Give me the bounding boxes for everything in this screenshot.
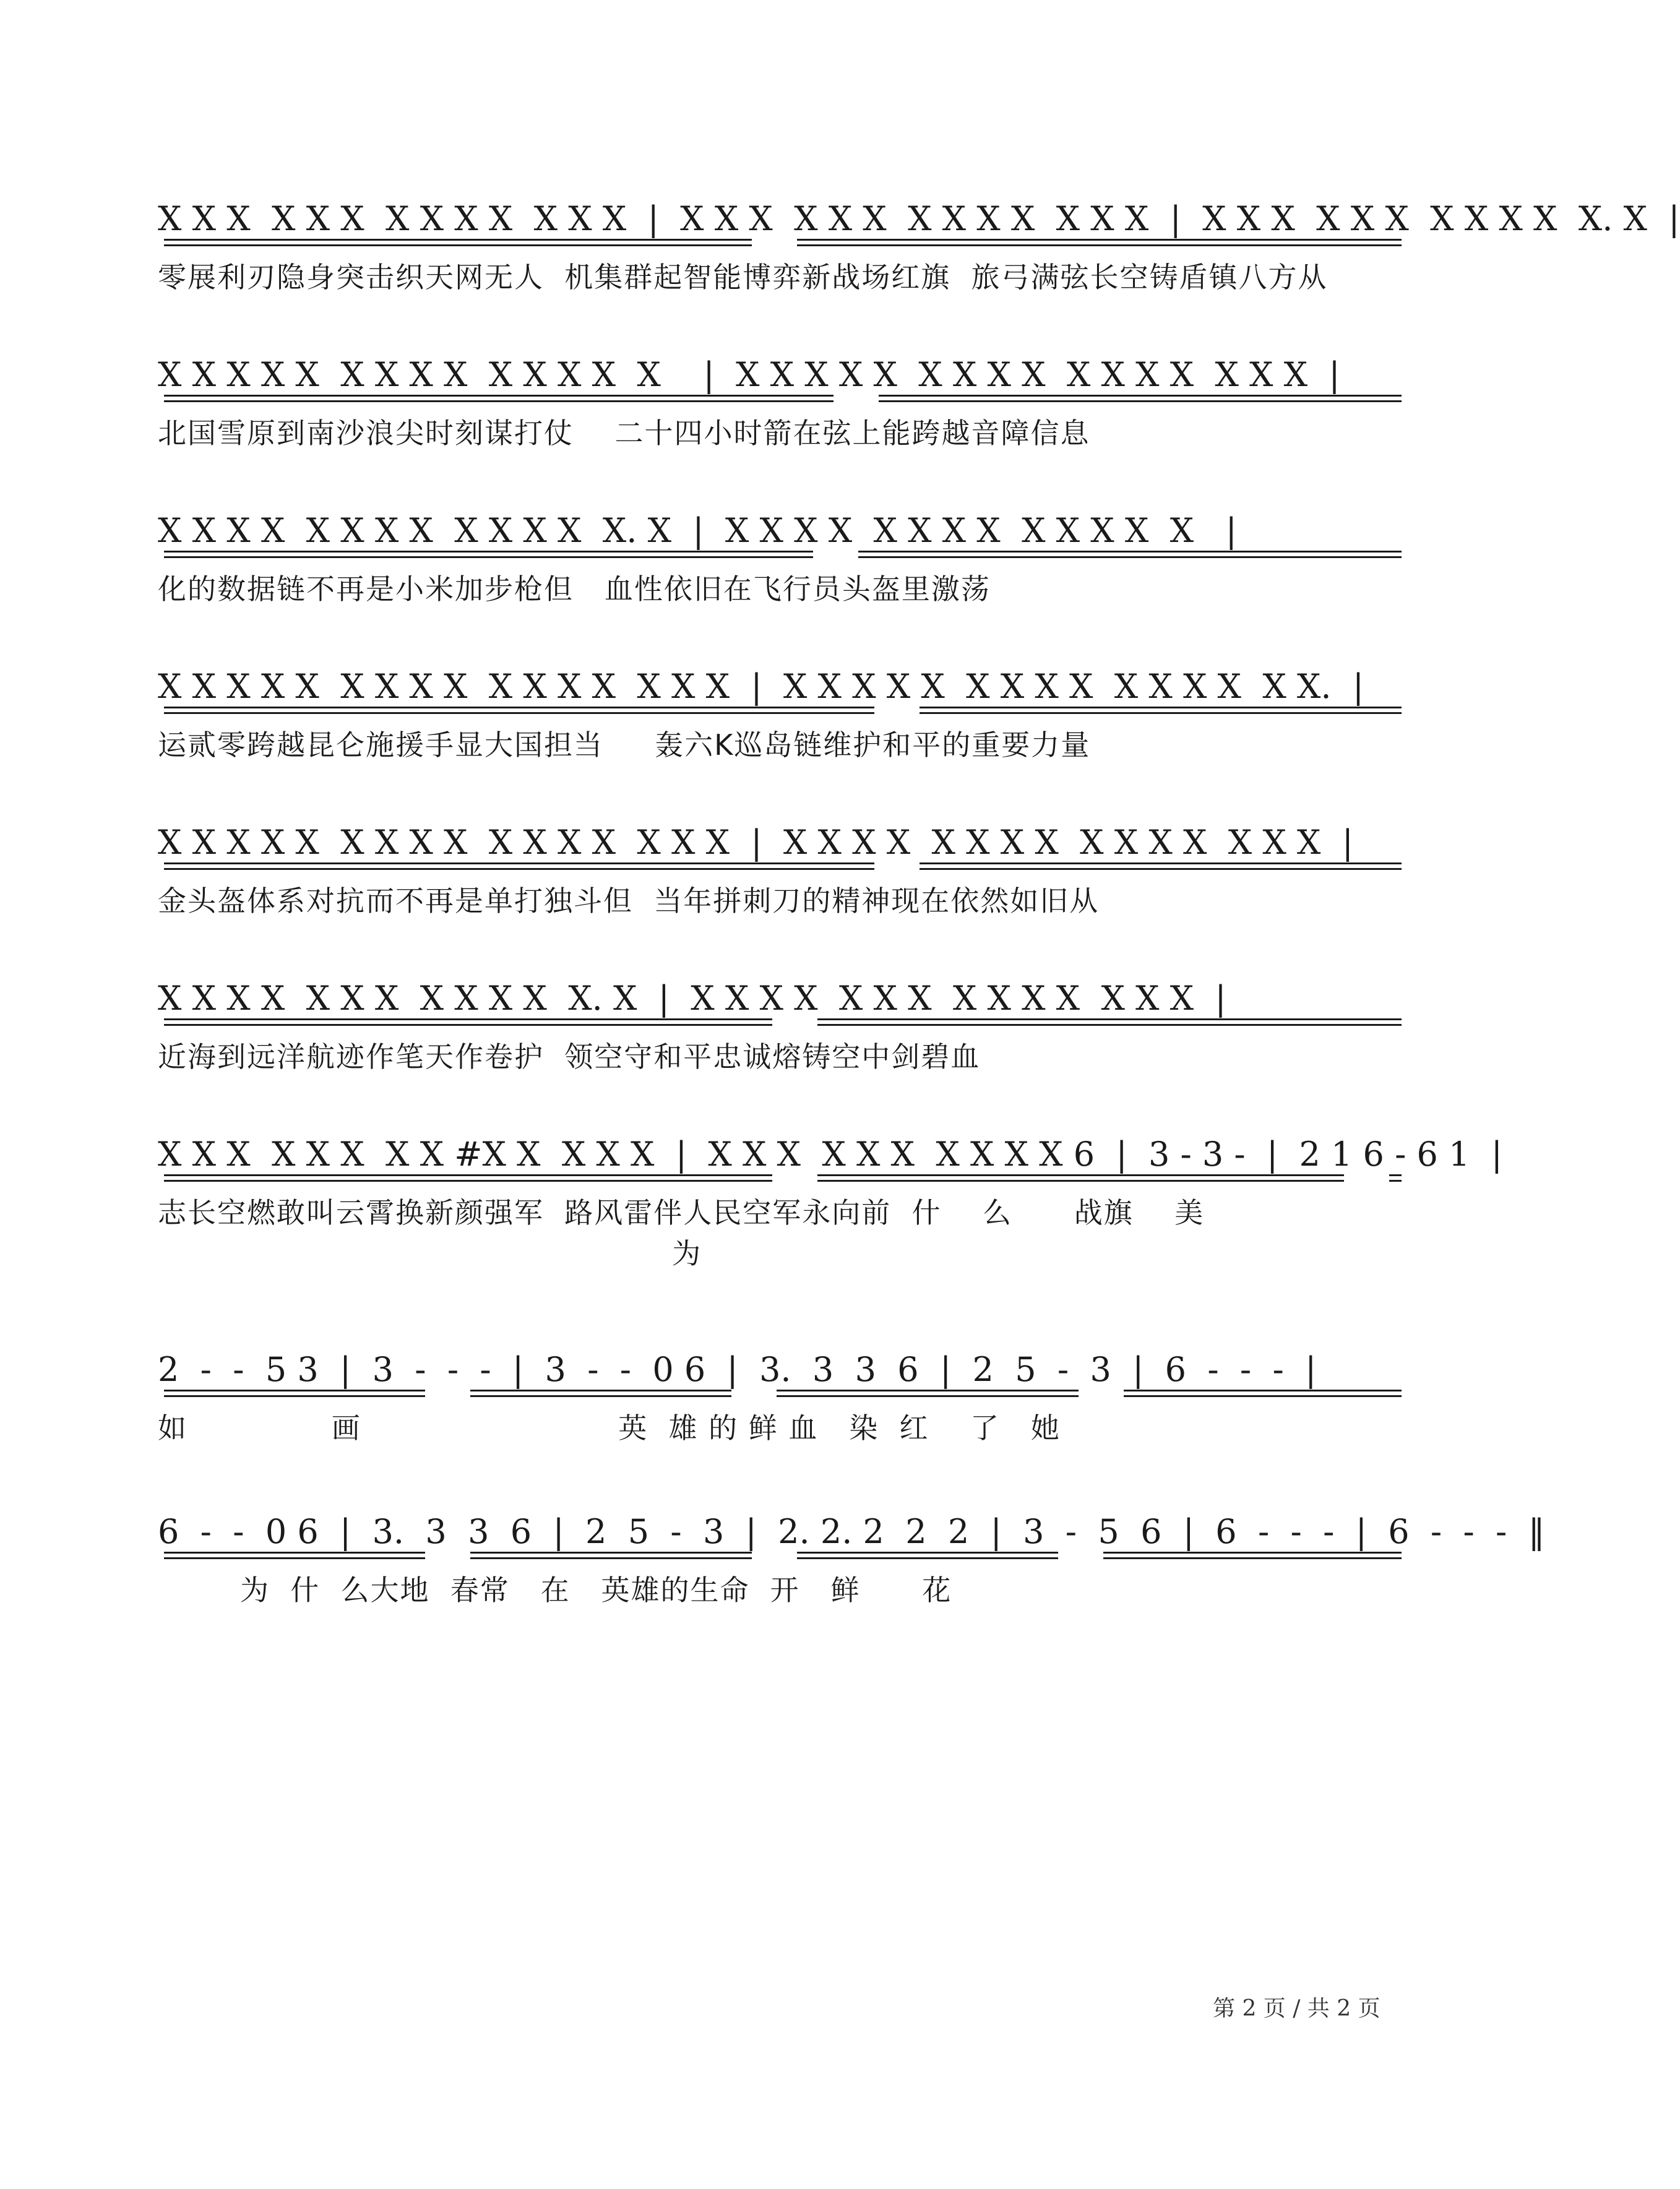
rhythm-beam: [797, 1552, 1058, 1554]
lyric-line: 金头盔体系对抗而不再是单打独斗但 当年拼刺刀的精神现在依然如旧从: [158, 884, 1100, 918]
rhythm-beam: [797, 239, 1402, 241]
rhythm-beam: [1389, 1180, 1402, 1182]
rhythm-beam: [920, 712, 1402, 714]
rhythm-beam: [164, 556, 813, 558]
rhythm-beam: [817, 1018, 1402, 1020]
lyric-line: 如 画 英 雄 的 鲜 血 染 红 了 她: [158, 1411, 1061, 1445]
rhythm-beam: [164, 1552, 425, 1554]
rhythm-beam: [920, 868, 1402, 870]
rhythm-beam: [470, 1390, 731, 1391]
rhythm-beam: [164, 862, 874, 864]
rhythm-beam: [470, 1395, 731, 1397]
rhythm-beam: [164, 712, 874, 714]
lyric-line: 近海到远洋航迹作笔天作卷护 领空守和平忠诚熔铸空中剑碧血: [158, 1040, 981, 1073]
page-number: 第 2 页 / 共 2 页: [1213, 1996, 1381, 2021]
rhythm-beam: [858, 551, 1402, 553]
notation-row: X X X X X X X X X X X X X. X | X X X X X X X X X X X X X |: [158, 511, 1237, 550]
rhythm-beam: [164, 1018, 772, 1020]
rhythm-beam: [1124, 1395, 1402, 1397]
rhythm-beam: [164, 400, 834, 402]
notation-row: X X X X X X X X X X X X X X X X | X X X X X X X X X X X X X X X. |: [158, 667, 1364, 706]
rhythm-beam: [817, 1024, 1402, 1026]
rhythm-beam: [470, 1557, 752, 1559]
rhythm-beam: [777, 1390, 1079, 1391]
rhythm-beam: [164, 1024, 772, 1026]
lyric-line: 化的数据链不再是小米加步枪但 血性依旧在飞行员头盔里激荡: [158, 572, 991, 606]
rhythm-beam: [164, 551, 813, 553]
lyric-line: 为 什 么大地 春常 在 英雄的生命 开 鲜 花: [158, 1573, 952, 1607]
rhythm-beam: [164, 868, 874, 870]
rhythm-beam: [164, 239, 752, 241]
rhythm-beam: [817, 1180, 1344, 1182]
rhythm-beam: [164, 1174, 772, 1176]
lyric-line: 志长空燃敢叫云霄换新颜强军 路风雷伴人民空军永向前 什 么 战旗 美: [158, 1196, 1205, 1229]
lyric-line: 运贰零跨越昆仑施援手显大国担当 轰六K巡岛链维护和平的重要力量: [158, 728, 1091, 762]
rhythm-beam: [164, 1390, 425, 1391]
rhythm-beam: [879, 400, 1402, 402]
lyric-line: 为: [158, 1237, 702, 1270]
rhythm-beam: [1103, 1552, 1402, 1554]
rhythm-beam: [164, 1557, 425, 1559]
rhythm-beam: [1389, 1174, 1402, 1176]
rhythm-beam: [797, 244, 1402, 246]
rhythm-beam: [164, 244, 752, 246]
notation-row: 6 - - 0 6 | 3. 3 3 6 | 2 5 - 3 | 2. 2. 2 2 2 | 3 - 5 6 | 6 - - - | 6 - - - ‖: [158, 1512, 1545, 1551]
rhythm-beam: [164, 1180, 772, 1182]
rhythm-beam: [164, 707, 874, 708]
rhythm-beam: [858, 556, 1402, 558]
rhythm-beam: [164, 1395, 425, 1397]
lyric-line: 零展利刃隐身突击织天网无人 机集群起智能博弈新战场红旗 旅弓满弦长空铸盾镇八方从: [158, 260, 1328, 294]
rhythm-beam: [920, 707, 1402, 708]
rhythm-beam: [879, 395, 1402, 397]
rhythm-beam: [1124, 1390, 1402, 1391]
notation-row: X X X X X X X X X X X X X X | X X X X X X X X X X X X X X X X |: [158, 355, 1340, 394]
rhythm-beam: [1103, 1557, 1402, 1559]
notation-row: 2 - - 5 3 | 3 - - - | 3 - - 0 6 | 3. 3 3 6 | 2 5 - 3 | 6 - - - |: [158, 1350, 1317, 1389]
notation-row: X X X X X X X X X X X X. X | X X X X X X X X X X X X X X |: [158, 979, 1226, 1018]
rhythm-beam: [470, 1552, 752, 1554]
notation-row: X X X X X X X X #X X X X X | X X X X X X X X X X 6 | 3 - 3 - | 2 1 6 - 6 1 |: [158, 1135, 1502, 1174]
notation-row: X X X X X X X X X X X X X | X X X X X X X X X X X X X | X X X X X X X X X X X. X |: [158, 199, 1680, 238]
lyric-line: 北国雪原到南沙浪尖时刻谋打仗 二十四小时箭在弦上能跨越音障信息: [158, 416, 1090, 450]
rhythm-beam: [817, 1174, 1344, 1176]
rhythm-beam: [797, 1557, 1058, 1559]
rhythm-beam: [920, 862, 1402, 864]
rhythm-beam: [164, 395, 834, 397]
notation-row: X X X X X X X X X X X X X X X X | X X X X X X X X X X X X X X X |: [158, 823, 1353, 862]
rhythm-beam: [777, 1395, 1079, 1397]
